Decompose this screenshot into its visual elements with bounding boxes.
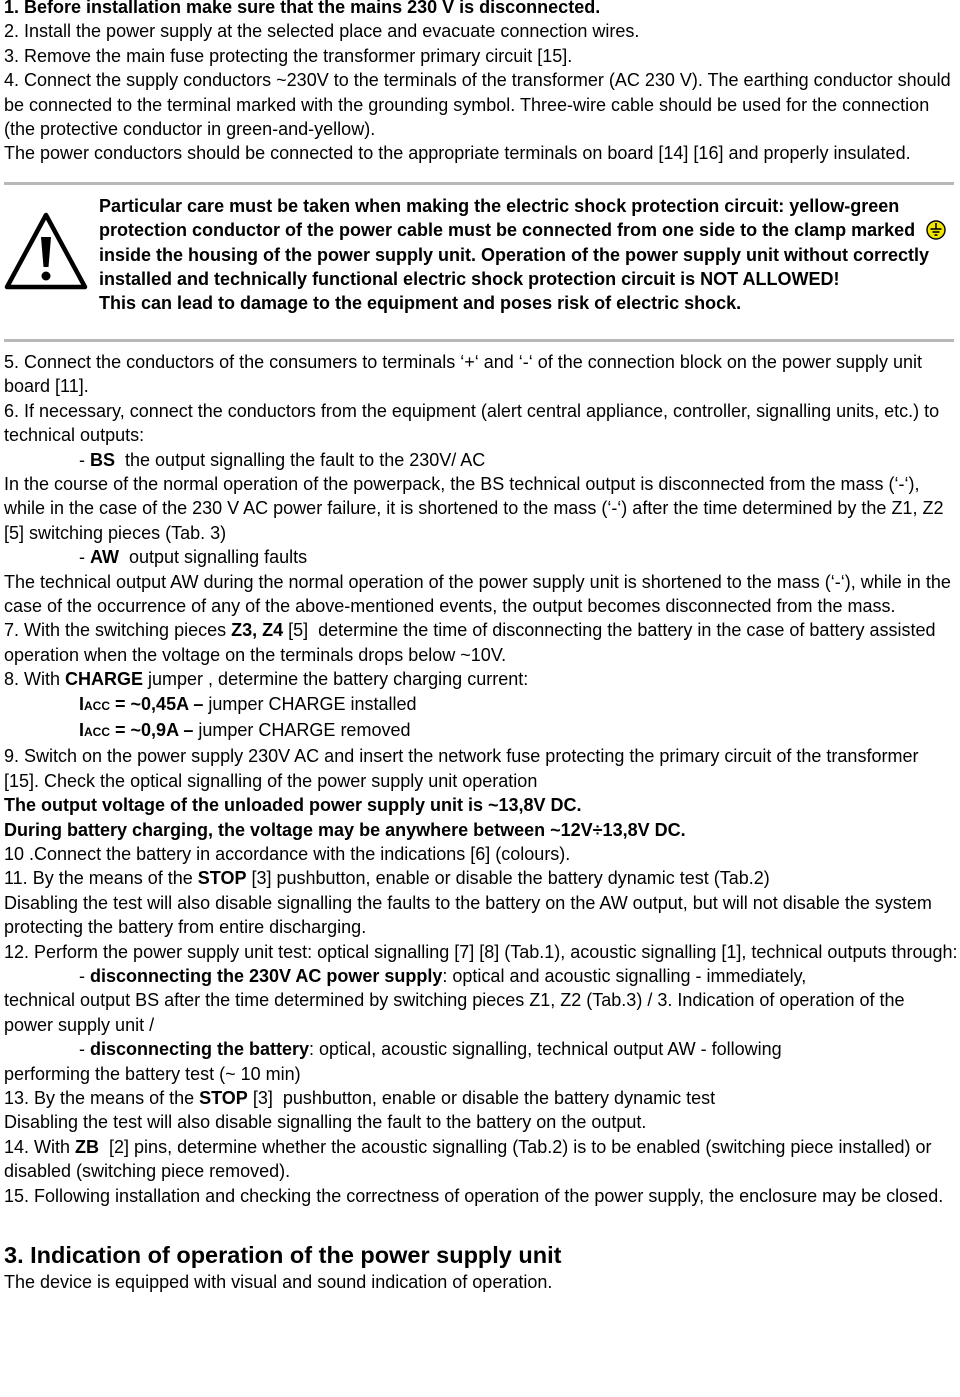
step-5: 5. Connect the conductors of the consumers to terminals ‘+‘ and ‘-‘ of the connection block on the power supply unit board [11].: [4, 351, 923, 397]
step-10: 10 .Connect the battery in accordance with the indications [6] (colours).: [4, 844, 571, 864]
step-8: 8. With CHARGE jumper , determine the battery charging current:: [4, 669, 529, 690]
output-aw: - AW output signalling faults: [79, 547, 308, 568]
step-3: 3. Remove the main fuse protecting the transformer primary circuit [15].: [4, 45, 573, 66]
disconnect-230v-continued: technical output BS after the time determined by switching pieces Z1, Z2 (Tab.3) / 3. Indication of operation of the power supply unit /: [4, 990, 905, 1035]
step-4: 4. Connect the supply conductors ~230V to the terminals of the transformer (AC 230 V). The earthing conductor should be connected to the terminal marked with the grounding symbol. Three-wire cable should be used for the connection (the protective conductor in green-and-yellow).: [4, 70, 951, 140]
aw-description: The technical output AW during the normal operation of the power supply unit is shortened to the mass (‘-‘), while in the case of the occurrence of any of the above-mentioned events, the output becomes disconnected from the mass.: [4, 571, 951, 616]
step-2: 2. Install the power supply at the selected place and evacuate connection wires.: [4, 21, 640, 42]
iacc-removed: IACC = ~0,9A – jumper CHARGE removed: [79, 719, 411, 740]
step-12: 12. Perform the power supply unit test: optical signalling [7] [8] (Tab.1), acoustic signalling [1], technical outputs through:: [4, 941, 958, 962]
step-6: 6. If necessary, connect the conductors from the equipment (alert central appliance, controller, signalling units, etc.) to technical outputs:: [4, 400, 940, 446]
warning-box: [4, 185, 958, 325]
step-11: 11. By the means of the STOP [3] pushbutton, enable or disable the battery dynamic test (Tab.2): [4, 868, 770, 889]
disconnect-230v: - disconnecting the 230V AC power supply: optical and acoustic signalling - immediately,: [79, 966, 807, 987]
disconnect-battery: - disconnecting the battery: optical, acoustic signalling, technical output AW - following: [79, 1039, 782, 1060]
grounding-symbol-icon: [926, 220, 946, 240]
disconnect-battery-continued: performing the battery test (~ 10 min): [4, 1063, 301, 1084]
warning-consequence: This can lead to damage to the equipment and poses risk of electric shock.: [99, 293, 742, 314]
step-15: 15. Following installation and checking the correctness of operation of the power supply, the enclosure may be closed.: [4, 1185, 944, 1206]
output-voltage-note: The output voltage of the unloaded power supply unit is ~13,8V DC.: [4, 795, 582, 816]
iacc-installed: IACC = ~0,45A – jumper CHARGE installed: [79, 693, 417, 714]
output-bs: - BS the output signalling the fault to the 230V/ AC: [79, 449, 486, 470]
section-text: The device is equipped with visual and sound indication of operation.: [4, 1272, 553, 1293]
step-7: 7. With the switching pieces Z3, Z4 [5] determine the time of disconnecting the battery in the case of battery assisted operation when the voltage on the terminals drops below ~10V.: [4, 620, 941, 665]
step-9: 9. Switch on the power supply 230V AC and insert the network fuse protecting the primary circuit of the transformer [15]. Check the optical signalling of the power supply unit operation: [4, 746, 919, 791]
power-conductors-note: The power conductors should be connected to the appropriate terminals on board [14] [16] and properly insulated.: [4, 143, 911, 164]
bs-description: In the course of the normal operation of the powerpack, the BS technical output is disconnected from the mass (‘-‘), while in the case of the 230 V AC power failure, it is shortened to the mass (‘-‘) after the time determined by the Z1, Z2 [5] switching pieces (Tab. 3): [4, 473, 944, 543]
warning-triangle-icon: [4, 211, 88, 291]
section-heading: 3. Indication of operation of the power supply unit: [4, 1242, 562, 1269]
step-14: 14. With ZB [2] pins, determine whether the acoustic signalling (Tab.2) is to be enabled (switching piece installed) or disabled (switching piece removed).: [4, 1136, 937, 1182]
charging-voltage-note: During battery charging, the voltage may be anywhere between ~12V÷13,8V DC.: [4, 819, 686, 840]
warning-text-end: inside the housing of the power supply unit. Operation of the power supply unit without correctly installed and technically functional electric shock protection circuit is NOT ALLOWED!: [99, 244, 930, 290]
document-page: [4, 0, 958, 1295]
step-11-description: Disabling the test will also disable signalling the faults to the battery on the AW output, but will not disable the system protecting the battery from entire discharging.: [4, 892, 932, 938]
step-13-description: Disabling the test will also disable signalling the fault to the battery on the output.: [4, 1112, 647, 1133]
step-13: 13. By the means of the STOP [3] pushbutton, enable or disable the battery dynamic test: [4, 1088, 716, 1109]
step-1: 1. Before installation make sure that the mains 230 V is disconnected.: [4, 0, 601, 17]
warning-text-start: Particular care must be taken when making the electric shock protection circuit: yellow-green protection conductor of the power cable must be connected from one side to the clamp marked: [99, 195, 916, 241]
